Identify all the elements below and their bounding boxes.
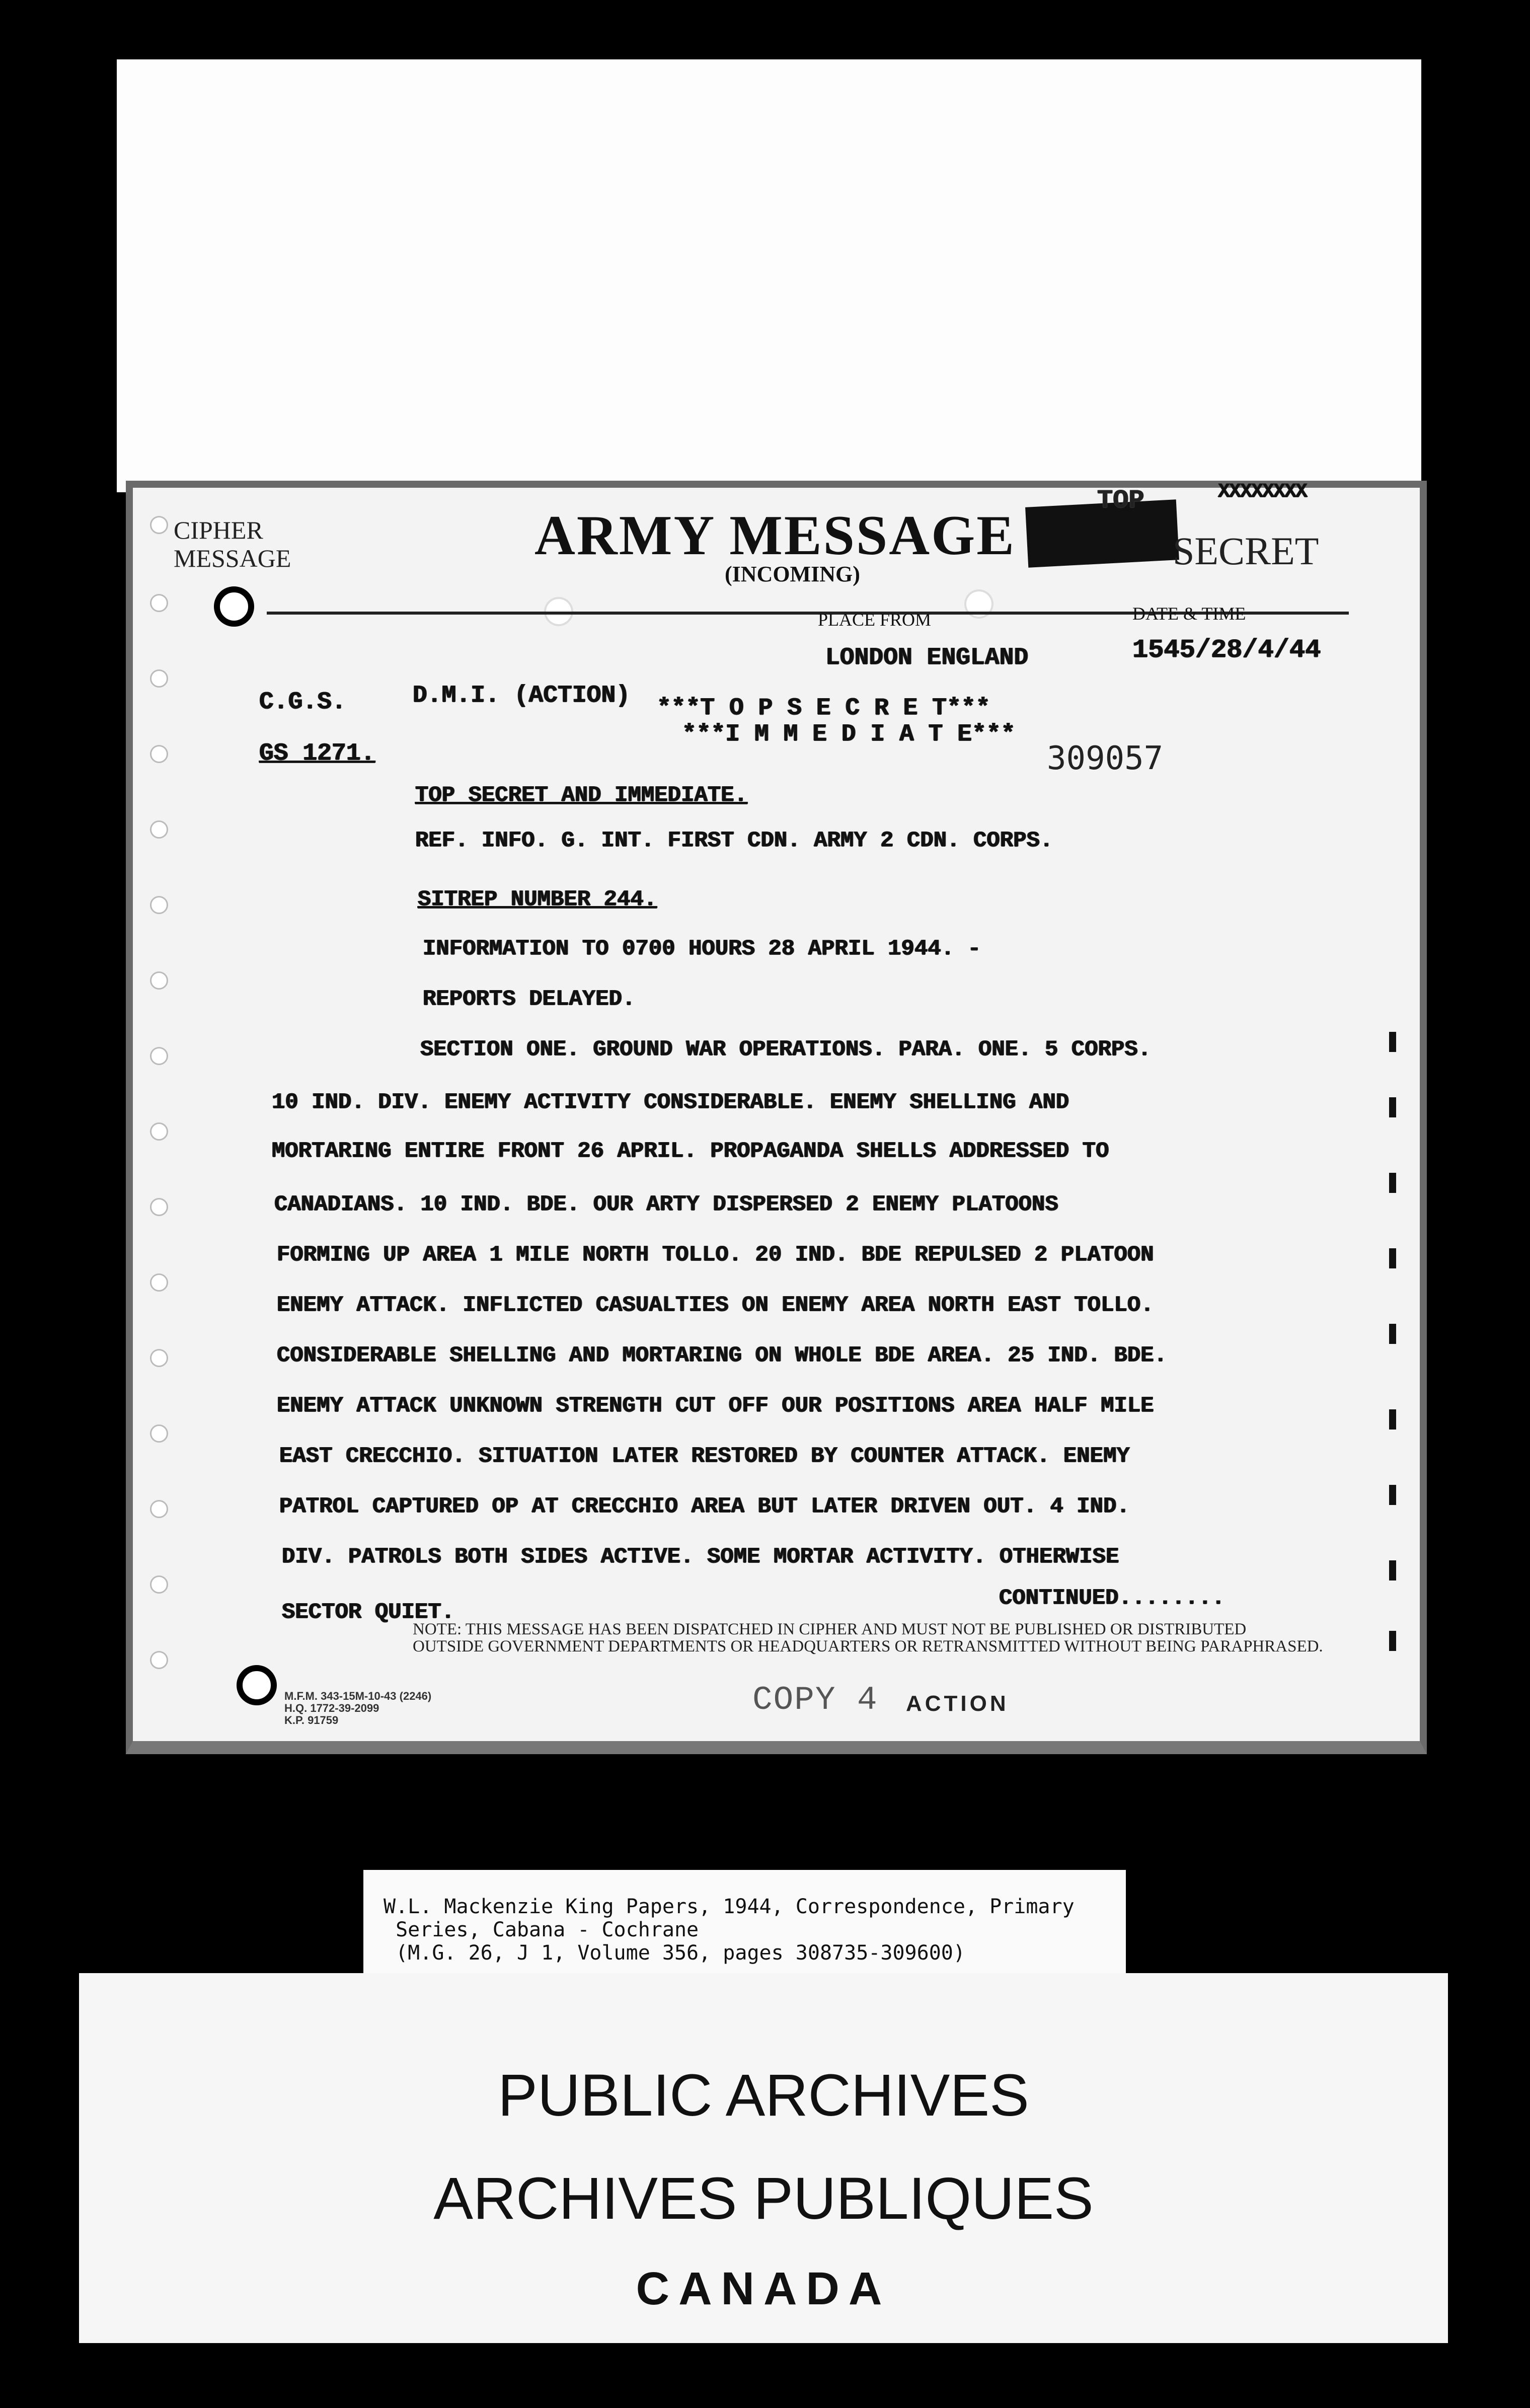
place-from-value: LONDON ENGLAND <box>825 644 1029 671</box>
secret-label: SECRET <box>1173 529 1319 573</box>
edge-mark <box>1389 1032 1396 1052</box>
kp-code: K.P. 91759 <box>284 1714 339 1726</box>
cipher-label: CIPHER <box>174 516 263 544</box>
feed-hole <box>150 1122 168 1141</box>
dispatch-note <box>413 1621 1369 1655</box>
note-line-2: OUTSIDE GOVERNMENT DEPARTMENTS OR HEADQUARTERS OR RETRANSMITTED WITHOUT BEING PARAPHRASED. <box>413 1637 1323 1656</box>
citation-slip <box>363 1870 1126 1975</box>
action-stamp: ACTION <box>906 1691 1009 1716</box>
feed-hole <box>150 745 168 763</box>
body-line: FORMING UP AREA 1 MILE NORTH TOLLO. 20 IND. BDE REPULSED 2 PLATOON <box>277 1242 1154 1267</box>
body-line: CONSIDERABLE SHELLING AND MORTARING ON WHOLE BDE AREA. 25 IND. BDE. <box>277 1343 1168 1368</box>
body-line: 10 IND. DIV. ENEMY ACTIVITY CONSIDERABLE. ENEMY SHELLING AND <box>272 1090 1069 1115</box>
body-line: EAST CRECCHIO. SITUATION LATER RESTORED BY COUNTER ATTACK. ENEMY <box>279 1444 1130 1469</box>
feed-hole <box>150 1273 168 1292</box>
edge-mark <box>1389 1631 1396 1651</box>
body-line: REF. INFO. G. INT. FIRST CDN. ARMY 2 CDN. CORPS. <box>415 828 1053 853</box>
feed-hole <box>150 1500 168 1518</box>
mfm-code: M.F.M. 343-15M-10-43 (2246) <box>284 1690 432 1702</box>
message-label: MESSAGE <box>174 544 291 572</box>
citation-line-2: Series, Cabana - Cochrane <box>384 1918 699 1941</box>
feed-hole <box>150 820 168 839</box>
feed-hole <box>150 1349 168 1367</box>
body-line: MORTARING ENTIRE FRONT 26 APRIL. PROPAGANDA SHELLS ADDRESSED TO <box>272 1139 1109 1164</box>
citation-line-1: W.L. Mackenzie King Papers, 1944, Correspondence, Primary <box>384 1895 1075 1918</box>
feed-hole <box>150 1198 168 1216</box>
binder-hole-bottom <box>237 1665 277 1705</box>
info-addressee: D.M.I. (ACTION) <box>413 682 631 709</box>
body-line: TOP SECRET AND IMMEDIATE. <box>415 783 748 808</box>
body-line: REPORTS DELAYED. <box>423 987 636 1012</box>
place-from-label: PLACE FROM <box>818 610 932 630</box>
edge-mark <box>1389 1324 1396 1344</box>
archives-panel <box>79 1973 1448 2343</box>
feed-hole <box>150 1047 168 1065</box>
archives-title-en: PUBLIC ARCHIVES <box>498 2062 1029 2129</box>
addressee: C.G.S. <box>259 689 346 716</box>
edge-mark <box>1389 1097 1396 1117</box>
archives-country: CANADA <box>636 2263 891 2314</box>
struck-classification: XXXXXXXX <box>1218 481 1307 503</box>
feed-hole <box>150 1575 168 1594</box>
date-time-label: DATE & TIME <box>1132 604 1246 624</box>
form-title: ARMY MESSAGE <box>534 504 1016 567</box>
citation-line-3: (M.G. 26, J 1, Volume 356, pages 308735-309600) <box>384 1941 965 1965</box>
copy-stamp: COPY 4 <box>752 1681 878 1719</box>
top-stamp: TOP <box>1097 486 1144 515</box>
feed-hole <box>150 669 168 688</box>
body-line: SITREP NUMBER 244. <box>418 887 657 912</box>
archives-title-fr: ARCHIVES PUBLIQUES <box>433 2165 1094 2232</box>
edge-mark <box>1389 1173 1396 1193</box>
feed-hole <box>150 594 168 612</box>
edge-mark <box>1389 1560 1396 1581</box>
feed-hole <box>150 1651 168 1669</box>
body-line: CANADIANS. 10 IND. BDE. OUR ARTY DISPERSED 2 ENEMY PLATOONS <box>274 1192 1058 1217</box>
body-line: SECTION ONE. GROUND WAR OPERATIONS. PARA. ONE. 5 CORPS. <box>420 1037 1152 1062</box>
body-line: SECTOR QUIET. <box>282 1600 455 1625</box>
body-line: PATROL CAPTURED OP AT CRECCHIO AREA BUT LATER DRIVEN OUT. 4 IND. <box>279 1494 1130 1519</box>
body-line: DIV. PATROLS BOTH SIDES ACTIVE. SOME MORTAR ACTIVITY. OTHERWISE <box>282 1544 1119 1569</box>
feed-hole <box>150 971 168 990</box>
feed-hole <box>150 1424 168 1443</box>
cipher-message-label <box>148 516 291 572</box>
form-codes <box>284 1690 431 1726</box>
hq-code: H.Q. 1772-39-2099 <box>284 1702 379 1714</box>
edge-mark <box>1389 1485 1396 1505</box>
body-line: ENEMY ATTACK. INFLICTED CASUALTIES ON ENEMY AREA NORTH EAST TOLLO. <box>277 1293 1154 1318</box>
document-number: 309057 <box>1047 740 1164 777</box>
message-serial: GS 1271. <box>259 740 375 767</box>
body-line: INFORMATION TO 0700 HOURS 28 APRIL 1944. - <box>423 936 981 961</box>
continued-label: CONTINUED........ <box>999 1586 1225 1611</box>
classification-top-secret: ***T O P S E C R E T*** <box>657 695 990 722</box>
edge-mark <box>1389 1248 1396 1268</box>
classification-immediate: ***I M M E D I A T E*** <box>682 721 1016 748</box>
upper-blank-sheet <box>117 59 1421 492</box>
note-line-1: NOTE: THIS MESSAGE HAS BEEN DISPATCHED IN CIPHER AND MUST NOT BE PUBLISHED OR DISTRIBUTED <box>413 1620 1247 1638</box>
feed-hole <box>150 896 168 914</box>
body-line: ENEMY ATTACK UNKNOWN STRENGTH CUT OFF OUR POSITIONS AREA HALF MILE <box>277 1393 1154 1418</box>
incoming-label: (INCOMING) <box>725 562 860 586</box>
binder-hole-top <box>214 586 254 627</box>
date-time-value: 1545/28/4/44 <box>1132 635 1321 665</box>
edge-mark <box>1389 1409 1396 1429</box>
